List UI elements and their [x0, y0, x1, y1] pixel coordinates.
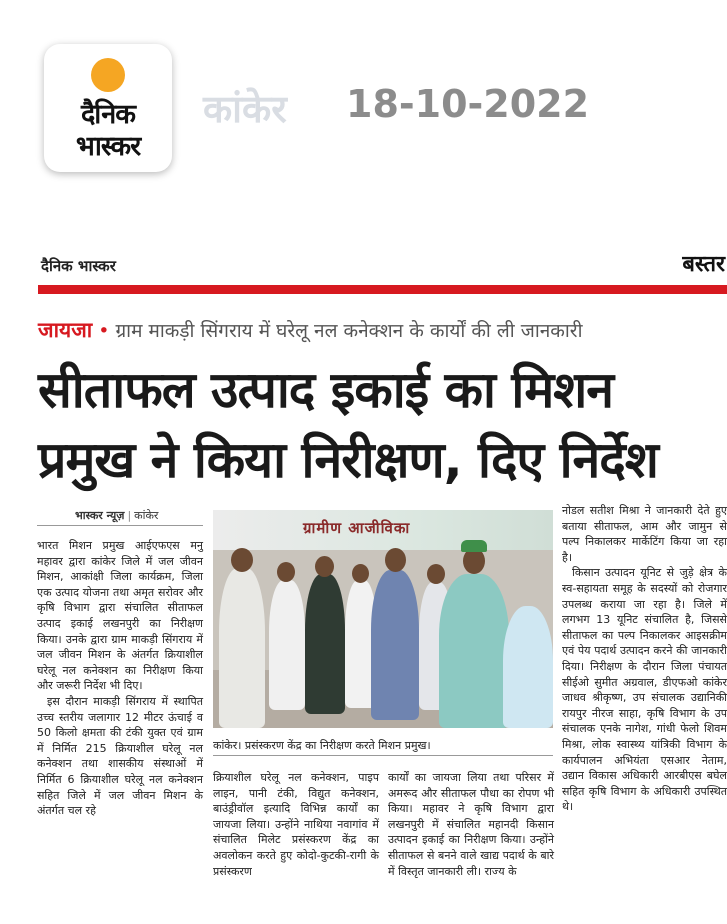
photo-backdrop-banner	[213, 510, 553, 550]
article-column-3	[388, 770, 554, 879]
kicker-tag: जायजा	[38, 318, 93, 342]
article-column-1	[37, 538, 203, 819]
kicker-line	[38, 316, 583, 344]
person-head	[315, 556, 334, 577]
headline-line1: सीताफल उत्पाद इकाई का मिशन	[38, 361, 613, 419]
kicker-text: ग्राम माकड़ी सिंगराय में घरेलू नल कनेक्शन के कार्यों की ली जानकारी	[115, 320, 583, 342]
paragraph: इस दौरान माकड़ी सिंगराय में स्थापित उच्च स्तरीय जलागार 12 मीटर ऊंचाई व 50 किलो क्षमता की टंकी युक्त एवं ग्राम में निर्मित 215 क्रियाशील घरेलू नल कनेक्शन तथा शासकीय संस्थाओं में निर्मित 6 क्रियाशील घरेलू नल कनेक्शन सहित जिले में जल जीवन मिशन के अंतर्गत चल रहे	[37, 694, 203, 818]
sun-logo-icon	[91, 58, 125, 92]
banner-city: कांकेर	[203, 87, 287, 131]
article-column-4	[562, 503, 727, 815]
person-figure	[269, 580, 305, 710]
logo-text-line2: भास्कर	[75, 131, 141, 162]
turban-icon	[461, 540, 487, 552]
person-head	[385, 548, 406, 572]
logo-text-line1: दैनिक	[80, 99, 136, 130]
person-head	[231, 548, 253, 572]
person-head	[427, 564, 445, 584]
region-label: बस्तर	[682, 252, 725, 277]
person-head	[277, 562, 295, 582]
paragraph: नोडल सतीश मिश्रा ने जानकारी देते हुए बताया सीताफल, आम और जामुन से पल्प निकालकर मार्केटिंग किया जा रहा है।	[562, 504, 727, 564]
caption-divider	[213, 755, 553, 756]
person-figure	[371, 570, 419, 720]
byline-divider	[37, 525, 203, 526]
byline	[75, 508, 158, 523]
hairnet-figure	[503, 606, 553, 728]
header-divider	[38, 285, 727, 294]
person-figure	[219, 568, 265, 728]
article-column-2	[213, 770, 379, 879]
person-figure	[305, 574, 345, 714]
photo-caption: कांकेर। प्रसंस्करण केंद्र का निरीक्षण करते मिशन प्रमुख।	[213, 739, 431, 752]
byline-source: भास्कर न्यूज़	[75, 509, 125, 522]
headline-line2: प्रमुख ने किया निरीक्षण, दिए निर्देश	[38, 431, 658, 489]
byline-separator: |	[127, 509, 132, 522]
dainik-bhaskar-logo	[44, 44, 172, 172]
paragraph: भारत मिशन प्रमुख आईएफएस मनु महावर द्वारा कांकेर जिले में जल जीवन मिशन, आकांक्षी जिला कार्यक्रम, जिला एक उत्पाद योजना तथा अमृत सरोवर और कृषि विभाग द्वारा संचालित सीताफल उत्पाद इकाई लखनपुरी का निरीक्षण किया। उनके द्वारा ग्राम माकड़ी सिंगराय में जल जीवन मिशन के अंतर्गत क्रियाशील घरेलू नल कनेक्शन का निरीक्षण किया और जरूरी निर्देश भी दिए।	[37, 539, 203, 693]
article-photo	[213, 510, 553, 728]
photo-banner-text: ग्रामीण आजीविका	[303, 519, 411, 537]
banner-date: 18-10-2022	[346, 82, 590, 126]
paragraph: क्रियाशील घरेलू नल कनेक्शन, पाइप लाइन, पानी टंकी, विद्युत कनेक्शन, बाउंड्रीवॉल इत्यादि विभिन्न कार्यों का जायजा लिया। उन्होंने नाथिया नवागांव में संचालित मिलेट प्रसंस्करण केंद्र का अवलोकन करते हुए कोदो-कुटकी-रागी के प्रसंस्करण	[213, 771, 379, 878]
person-head	[352, 564, 369, 583]
bullet-icon: •	[98, 320, 110, 342]
paragraph: कार्यों का जायजा लिया तथा परिसर में अमरूद और सीताफल पौधा का रोपण भी किया। महावर ने कृषि विभाग द्वारा लखनपुरी में संचालित महानदी किसान उत्पादन इकाई का निरीक्षण किया। उन्होंने सीताफल से बनने वाले खाद्य पदार्थ के बारे में विस्तृत जानकारी ली। राज्य के	[388, 771, 554, 878]
masthead-paper-name: दैनिक भास्कर	[41, 257, 116, 275]
person-figure	[439, 574, 509, 728]
byline-place: कांकेर	[134, 509, 159, 522]
paragraph: किसान उत्पादन यूनिट से जुड़े क्षेत्र के स्व-सहायता समूह के सदस्यों को रोजगार उपलब्ध कराया जा रहा है। जिले में लगभग 13 यूनिट संचालित है, जिससे सीताफल का पल्प निकालकर आइसक्रीम एवं पेय पदार्थ उत्पादन करने की जानकारी दिया। निरीक्षण के दौरान जिला पंचायत सीईओ सुमीत अग्रवाल, डीएफओ कांकेर जाधव श्रीकृष्ण, उप संचालक उद्यानिकी रायपुर नीरज साहा, कृषि विभाग के उप संचालक एनके नागेश, गांधी फेलो शिवम मिश्रा, लोक स्वास्थ्य यांत्रिकी विभाग के कार्यपालन अभियंता एसआर नेताम, उद्यान विकास अधिकारी आरबीएस बघेल सहित कृषि विभाग के अधिकारी उपस्थित थे।	[562, 566, 727, 814]
